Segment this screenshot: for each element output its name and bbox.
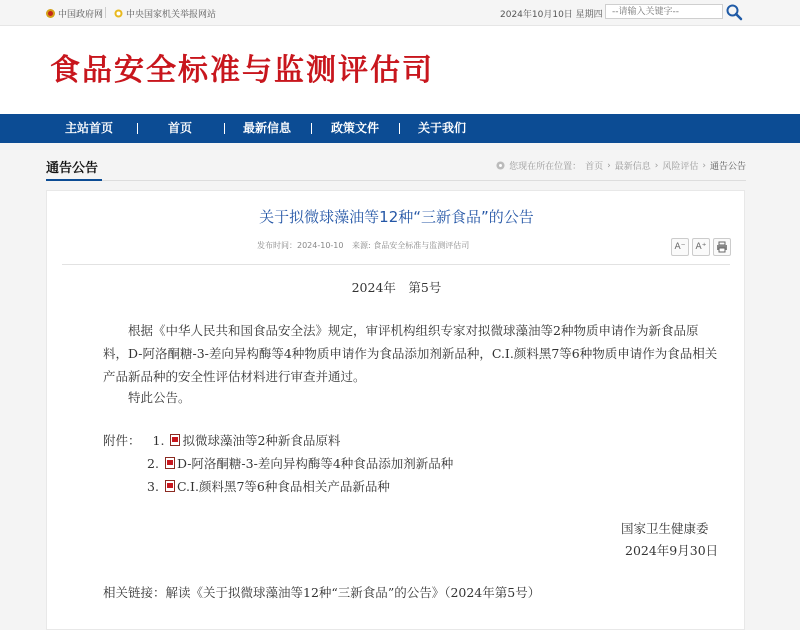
gov-link[interactable] (46, 7, 103, 20)
search-button[interactable] (725, 3, 743, 21)
breadcrumb-home[interactable]: 首页 (585, 162, 604, 172)
attachment-link[interactable]: D-阿洛酮糖-3-差向异构酶等4种食品添加剂新品种 (176, 456, 454, 471)
print-button[interactable] (713, 238, 731, 256)
article-title: 关于拟微球藻油等12种“三新食品”的公告 (259, 208, 534, 226)
nav-divider (311, 123, 312, 134)
article-card (46, 190, 745, 630)
site-header (0, 26, 800, 114)
search-icon (725, 3, 743, 21)
attachment-link[interactable]: C.I.颜料黑7等6种食品相关产品新品种 (176, 479, 390, 494)
breadcrumb-prefix: 您现在所在位置： (509, 162, 582, 172)
document-number: 2024年 第5号 (351, 280, 442, 295)
report-link[interactable] (114, 7, 216, 20)
report-site-icon (114, 9, 123, 18)
breadcrumb-risk[interactable]: 风险评估 (662, 162, 699, 172)
related-link[interactable]: 解读《关于拟微球藻油等12种“三新食品”的公告》（2024年第5号） (165, 585, 541, 600)
attachment-number: 3. (147, 478, 159, 494)
signatory: 国家卫生健康委 (621, 521, 709, 536)
section-bar (46, 150, 746, 182)
nav-item-policy[interactable]: 政策文件 (331, 121, 380, 135)
nav-item-main-home[interactable]: 主站首页 (65, 121, 114, 135)
attachment-item (147, 477, 390, 495)
publish-date: 发布时间：2024-10-10 (257, 241, 344, 250)
article-divider (62, 264, 730, 265)
nav-divider (399, 123, 400, 134)
nav-divider (137, 123, 138, 134)
report-link-label[interactable]: 中央国家机关举报网站 (126, 10, 217, 20)
breadcrumb-latest[interactable]: 最新信息 (614, 162, 651, 172)
related-label: 相关链接： (103, 585, 166, 600)
nav-divider (224, 123, 225, 134)
nav-item-about[interactable]: 关于我们 (418, 121, 467, 135)
main-nav (0, 114, 800, 143)
breadcrumb-current: 通告公告 (709, 162, 746, 172)
current-date: 2024年10月10日 星期四 (500, 10, 603, 20)
attachments-label: 附件： (103, 433, 141, 448)
pdf-icon (170, 434, 181, 446)
gov-link-label[interactable]: 中国政府网 (58, 10, 104, 20)
notice-text: 特此公告。 (128, 390, 191, 405)
location-icon (496, 161, 505, 170)
section-divider (46, 180, 746, 181)
attachment-item (147, 454, 453, 472)
related-links (103, 583, 540, 601)
section-title-underline (46, 179, 102, 181)
attachment-item (103, 431, 340, 449)
attachment-link[interactable]: 拟微球藻油等2种新食品原料 (182, 433, 341, 448)
national-emblem-icon (46, 9, 55, 18)
breadcrumb (496, 159, 746, 172)
attachment-number: 1. (152, 432, 165, 448)
article-source: 来源: 食品安全标准与监测评估司 (352, 241, 470, 250)
nav-item-home[interactable]: 首页 (168, 121, 193, 135)
section-title: 通告公告 (46, 161, 99, 176)
breadcrumb-separator-icon: › (702, 160, 706, 171)
print-icon (716, 241, 728, 253)
article-paragraph: 根据《中华人民共和国食品安全法》规定，审评机构组织专家对拟微球藻油等2种物质申请作为新食品原料，D-阿洛酮糖-3-差向异构酶等4种物质申请作为食品添加剂新品种，C.I.颜料黑7等6种物质申请作为食品相关产品新品种的安全性评估材料进行审查并通过。 (103, 323, 718, 384)
pdf-icon (165, 457, 176, 469)
article-meta (257, 240, 475, 251)
attachment-number: 2. (147, 455, 159, 471)
search-input[interactable]: --请输入关键字-- (605, 4, 723, 19)
breadcrumb-separator-icon: › (654, 160, 659, 171)
sign-date: 2024年9月30日 (625, 543, 719, 558)
pdf-icon (165, 480, 176, 492)
font-smaller-button[interactable]: A⁻ (671, 238, 689, 256)
font-larger-button[interactable]: A⁺ (692, 238, 710, 256)
site-title[interactable]: 食品安全标准与监测评估司 (50, 53, 434, 88)
nav-item-latest[interactable]: 最新信息 (243, 121, 292, 135)
topbar-divider (105, 7, 106, 18)
breadcrumb-separator-icon: › (607, 160, 611, 171)
top-utility-bar (0, 0, 800, 26)
